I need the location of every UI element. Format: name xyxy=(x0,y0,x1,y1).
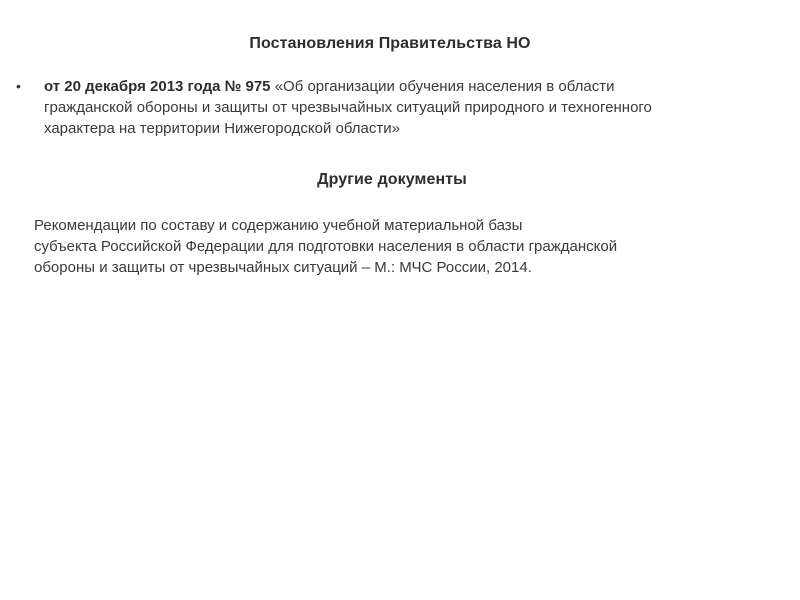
document-line-1: Рекомендации по составу и содержанию учебной материальной базы xyxy=(34,217,523,234)
bullet-icon: • xyxy=(16,78,21,94)
section-title-other-documents: Другие документы xyxy=(317,171,467,188)
decree-date-number: от 20 декабря 2013 года № 975 xyxy=(44,78,271,95)
document-line-3: обороны и защиты от чрезвычайных ситуаций – М.: МЧС России, 2014. xyxy=(34,259,532,276)
decree-line-3: характера на территории Нижегородской области» xyxy=(44,120,400,137)
decree-title-start: «Об организации обучения населения в области xyxy=(270,78,615,95)
other-document-text xyxy=(34,215,764,278)
section-title-government-decrees: Постановления Правительства НО xyxy=(249,35,531,52)
document-line-2: субъекта Российской Федерации для подготовки населения в области гражданской xyxy=(34,238,618,255)
decree-line-2: гражданской обороны и защиты от чрезвычайных ситуаций природного и техногенного xyxy=(44,99,652,116)
decree-line-1 xyxy=(44,76,786,97)
decree-text xyxy=(44,76,786,139)
